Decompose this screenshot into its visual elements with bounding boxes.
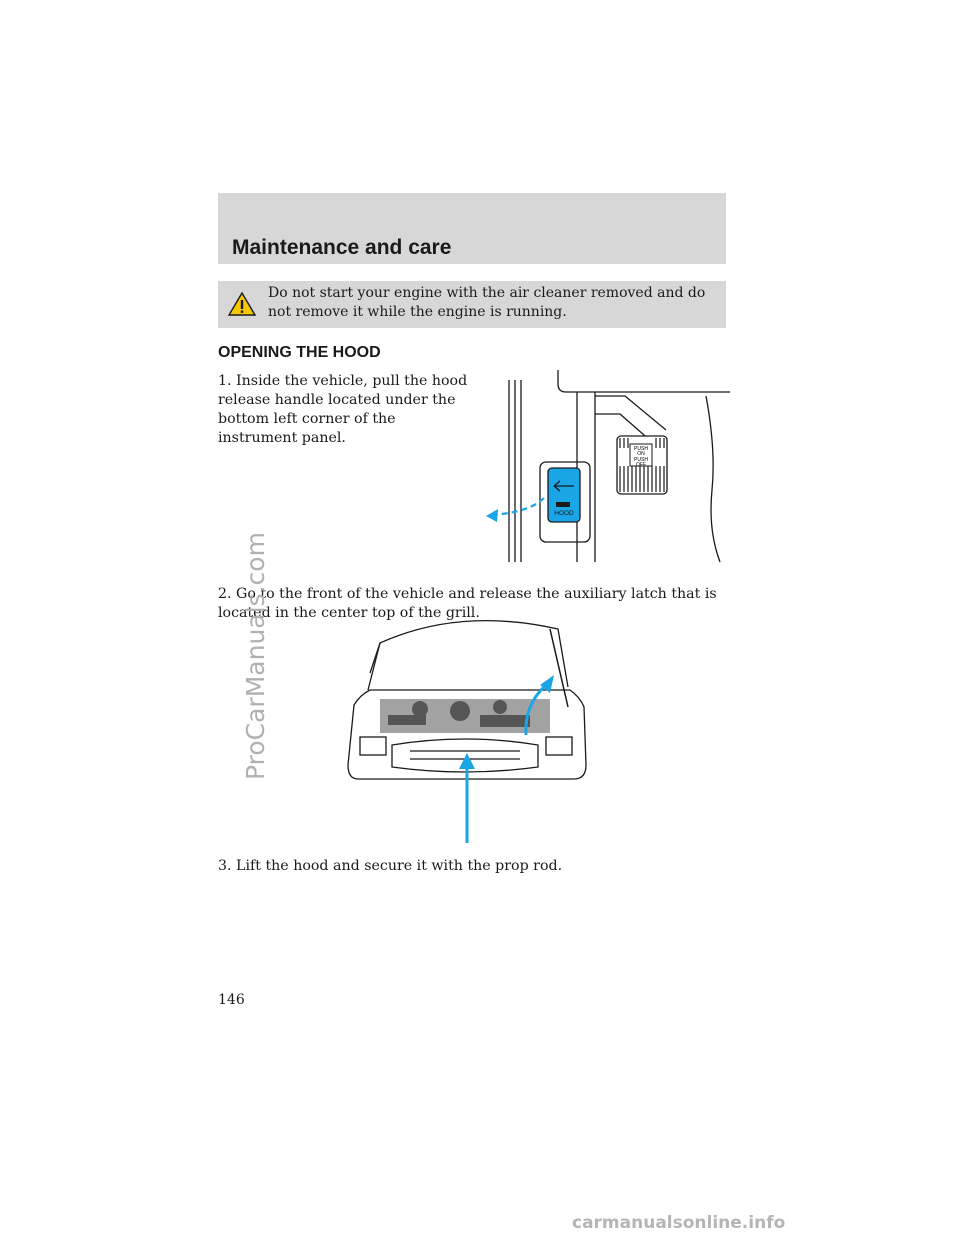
push-on-label-1: PUSH	[634, 446, 648, 452]
step-2-text: 2. Go to the front of the vehicle and release the auxiliary latch that is located in the center top of the grill.	[218, 586, 717, 621]
side-watermark: ProCarManuals.com	[241, 532, 270, 780]
latch-location-arrow	[459, 753, 475, 769]
page-title: Maintenance and care	[232, 236, 452, 259]
step-1-text: 1. Inside the vehicle, pull the hood release handle located under the bottom left corner of the instrument panel.	[218, 373, 468, 446]
pull-direction-arrow	[486, 509, 498, 522]
open-hood-illustration	[340, 615, 590, 847]
push-on-label-2: ON	[637, 451, 645, 457]
hood-release-illustration	[470, 370, 730, 570]
section-title: OPENING THE HOOD	[218, 344, 381, 361]
push-off-label-2: OFF	[636, 462, 646, 468]
hood-label: HOOD	[554, 510, 574, 517]
warning-triangle-icon	[228, 291, 256, 317]
step-3-text: 3. Lift the hood and secure it with the prop rod.	[218, 858, 563, 874]
warning-text: Do not start your engine with the air cleaner removed and do not remove it while the engine is running.	[268, 285, 706, 320]
footer-watermark: carmanualsonline.info	[572, 1213, 786, 1233]
push-off-label-1: PUSH	[634, 457, 648, 463]
page-number: 146	[218, 992, 245, 1008]
